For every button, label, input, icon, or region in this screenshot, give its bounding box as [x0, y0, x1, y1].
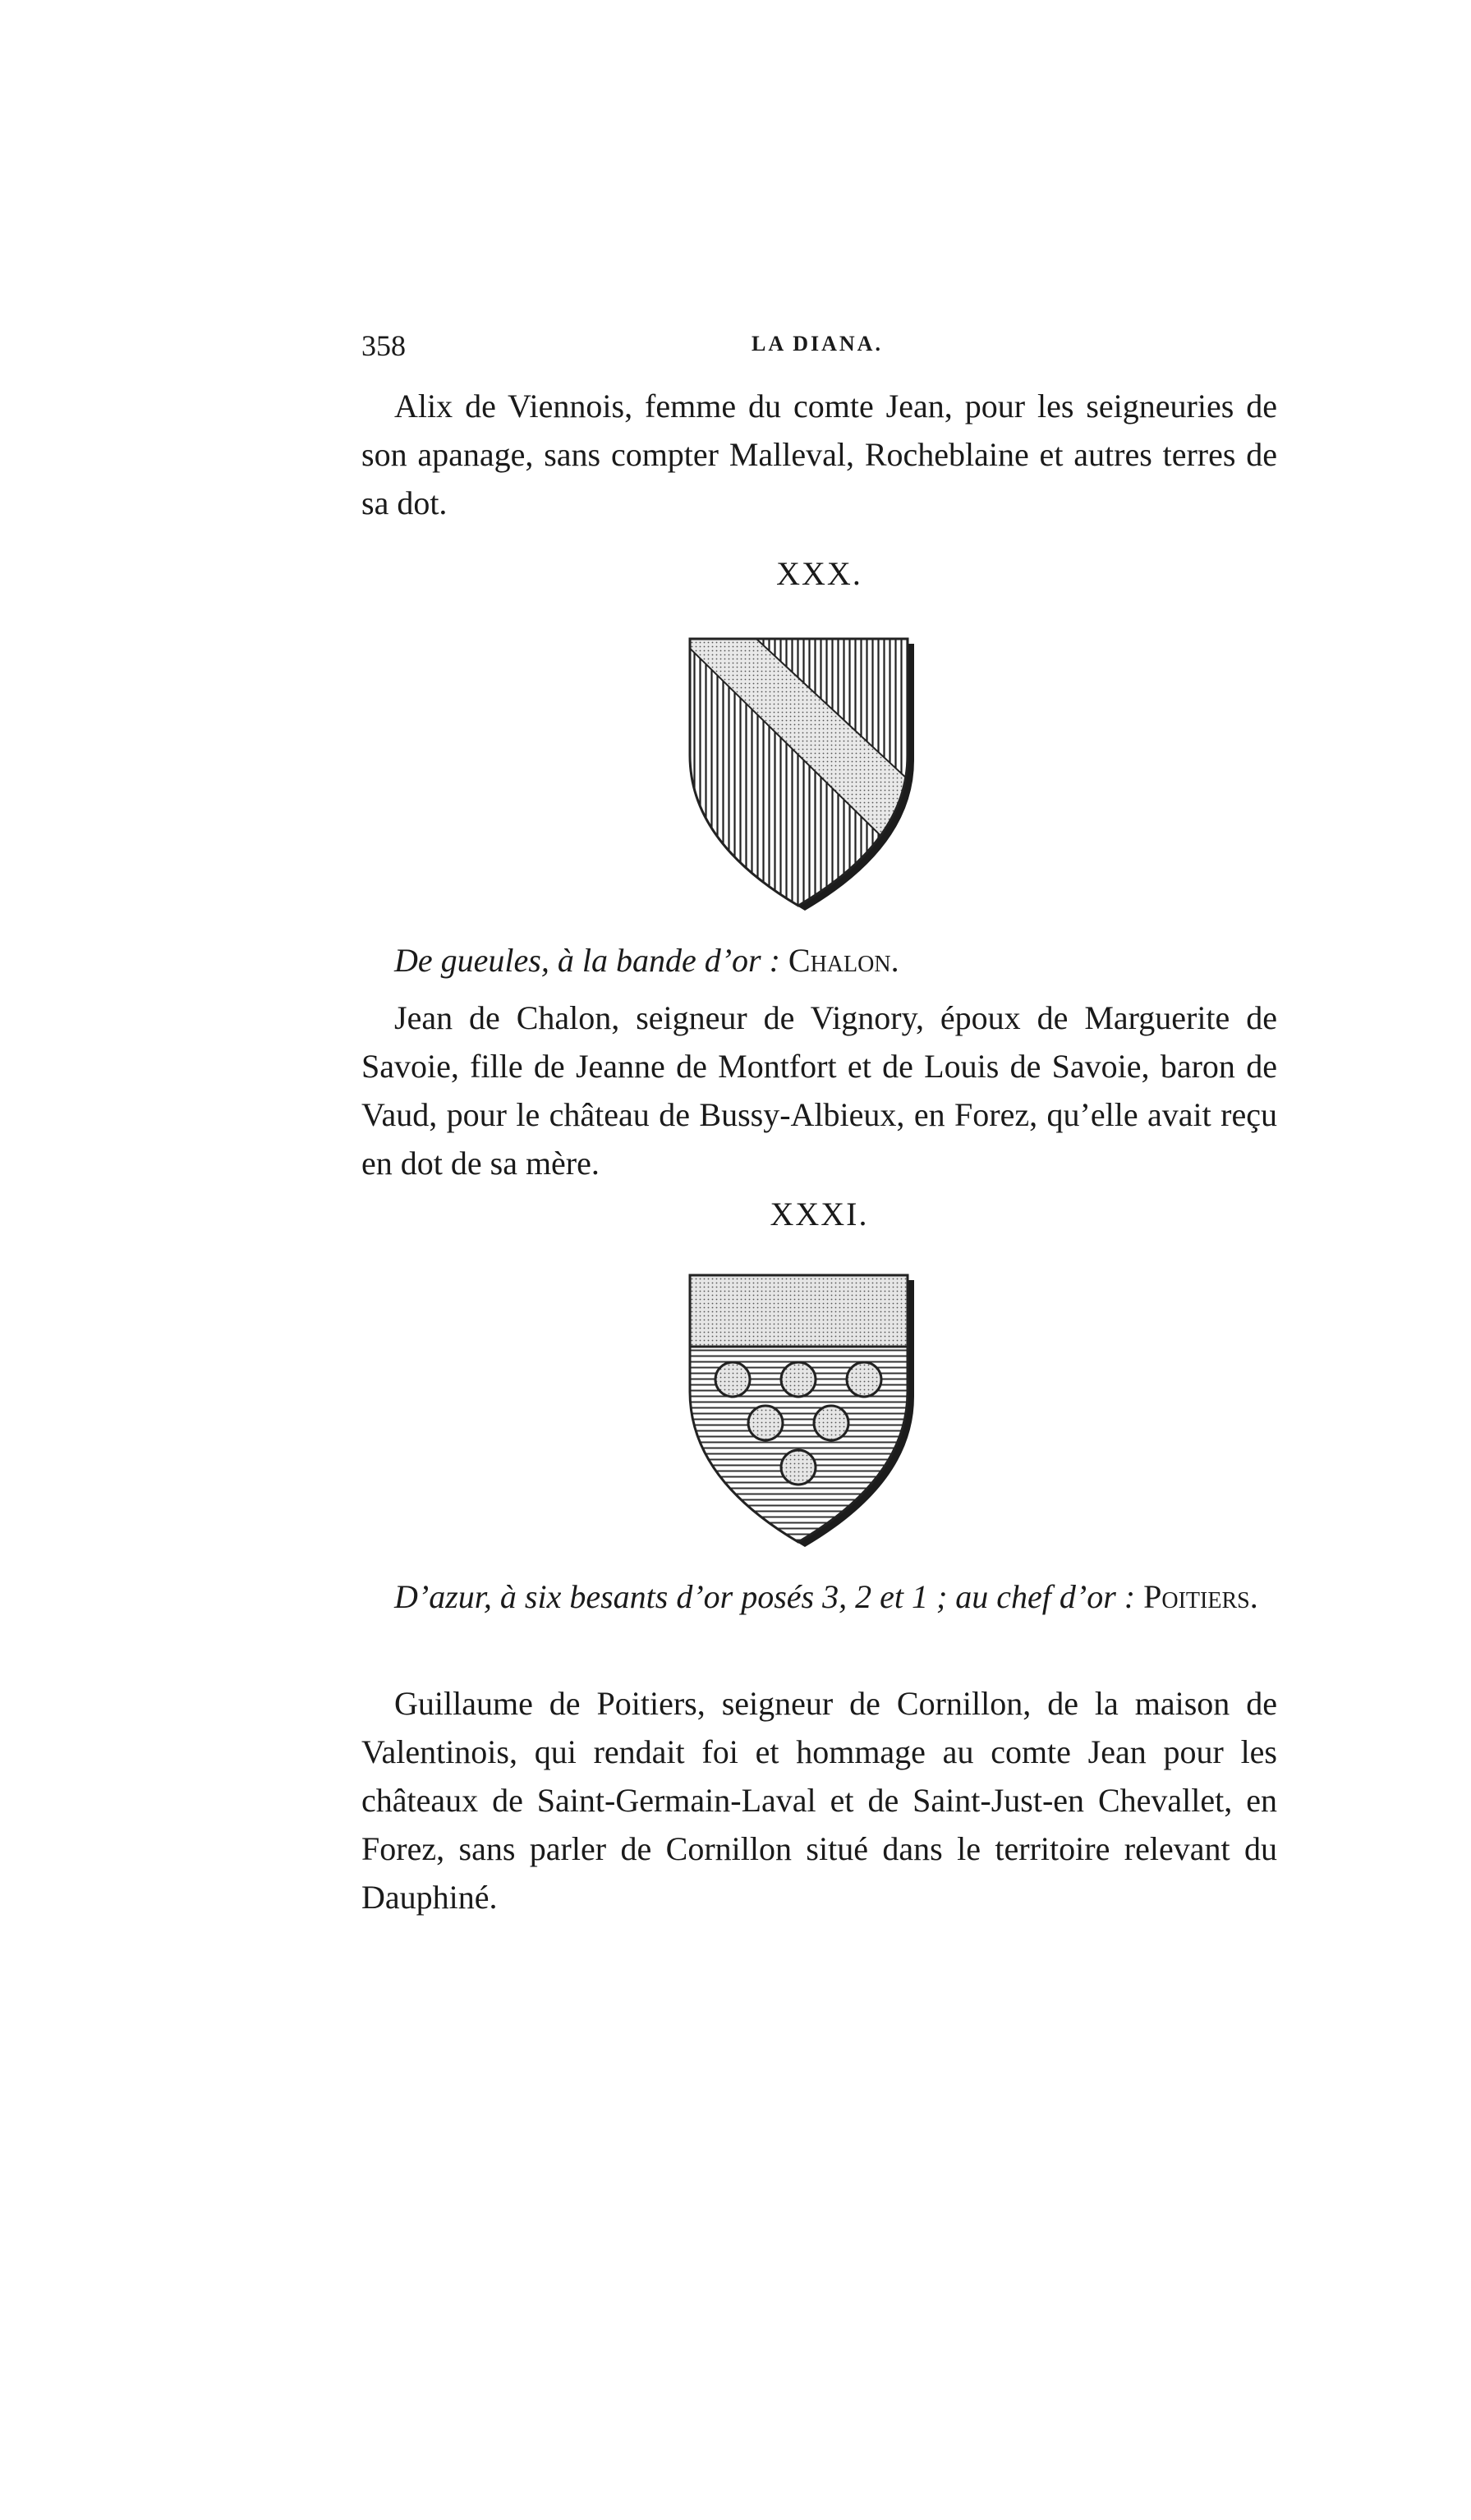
- blazon-xxx: [361, 936, 1277, 985]
- page-number: 358: [361, 329, 406, 362]
- family-name: Chalon.: [788, 942, 899, 979]
- section-heading-xxxi: XXXI.: [770, 1196, 869, 1232]
- page-header: [361, 328, 1273, 370]
- intro-paragraph: Alix de Viennois, femme du comte Jean, pour les seigneuries de son apanage, sans compter Malleval, Rocheblaine et autres terres de sa dot.: [361, 388, 1277, 521]
- coat-of-arms-bezants-shield: [682, 1269, 928, 1548]
- blazon-description: D’azur, à six besants d’or posés 3, 2 et 1 ; au chef d’or :: [394, 1578, 1136, 1615]
- family-name: Poitiers.: [1143, 1578, 1258, 1615]
- chalon-paragraph: Jean de Chalon, seigneur de Vignory, époux de Marguerite de Savoie, fille de Jeanne de Montfort et de Louis de Savoie, baron de Vaud, pour le château de Bussy-Albieux, en Forez, qu’elle avait reçu en dot de sa mère.: [361, 999, 1277, 1182]
- running-title: LA DIANA.: [752, 332, 883, 356]
- poitiers-paragraph: Guillaume de Poitiers, seigneur de Cornillon, de la maison de Valentinois, qui rendait foi et hommage au comte Jean pour les châteaux de Saint-Germain-Laval et de Saint-Just-en Chevallet, en Forez, sans parler de Cornillon situé dans le territoire relevant du Dauphiné.: [361, 1685, 1277, 1916]
- coat-of-arms-bend-shield: [682, 632, 928, 911]
- blazon-description: De gueules, à la bande d’or :: [394, 942, 780, 979]
- blazon-xxxi: [361, 1572, 1277, 1621]
- section-heading-xxx: XXX.: [776, 555, 862, 592]
